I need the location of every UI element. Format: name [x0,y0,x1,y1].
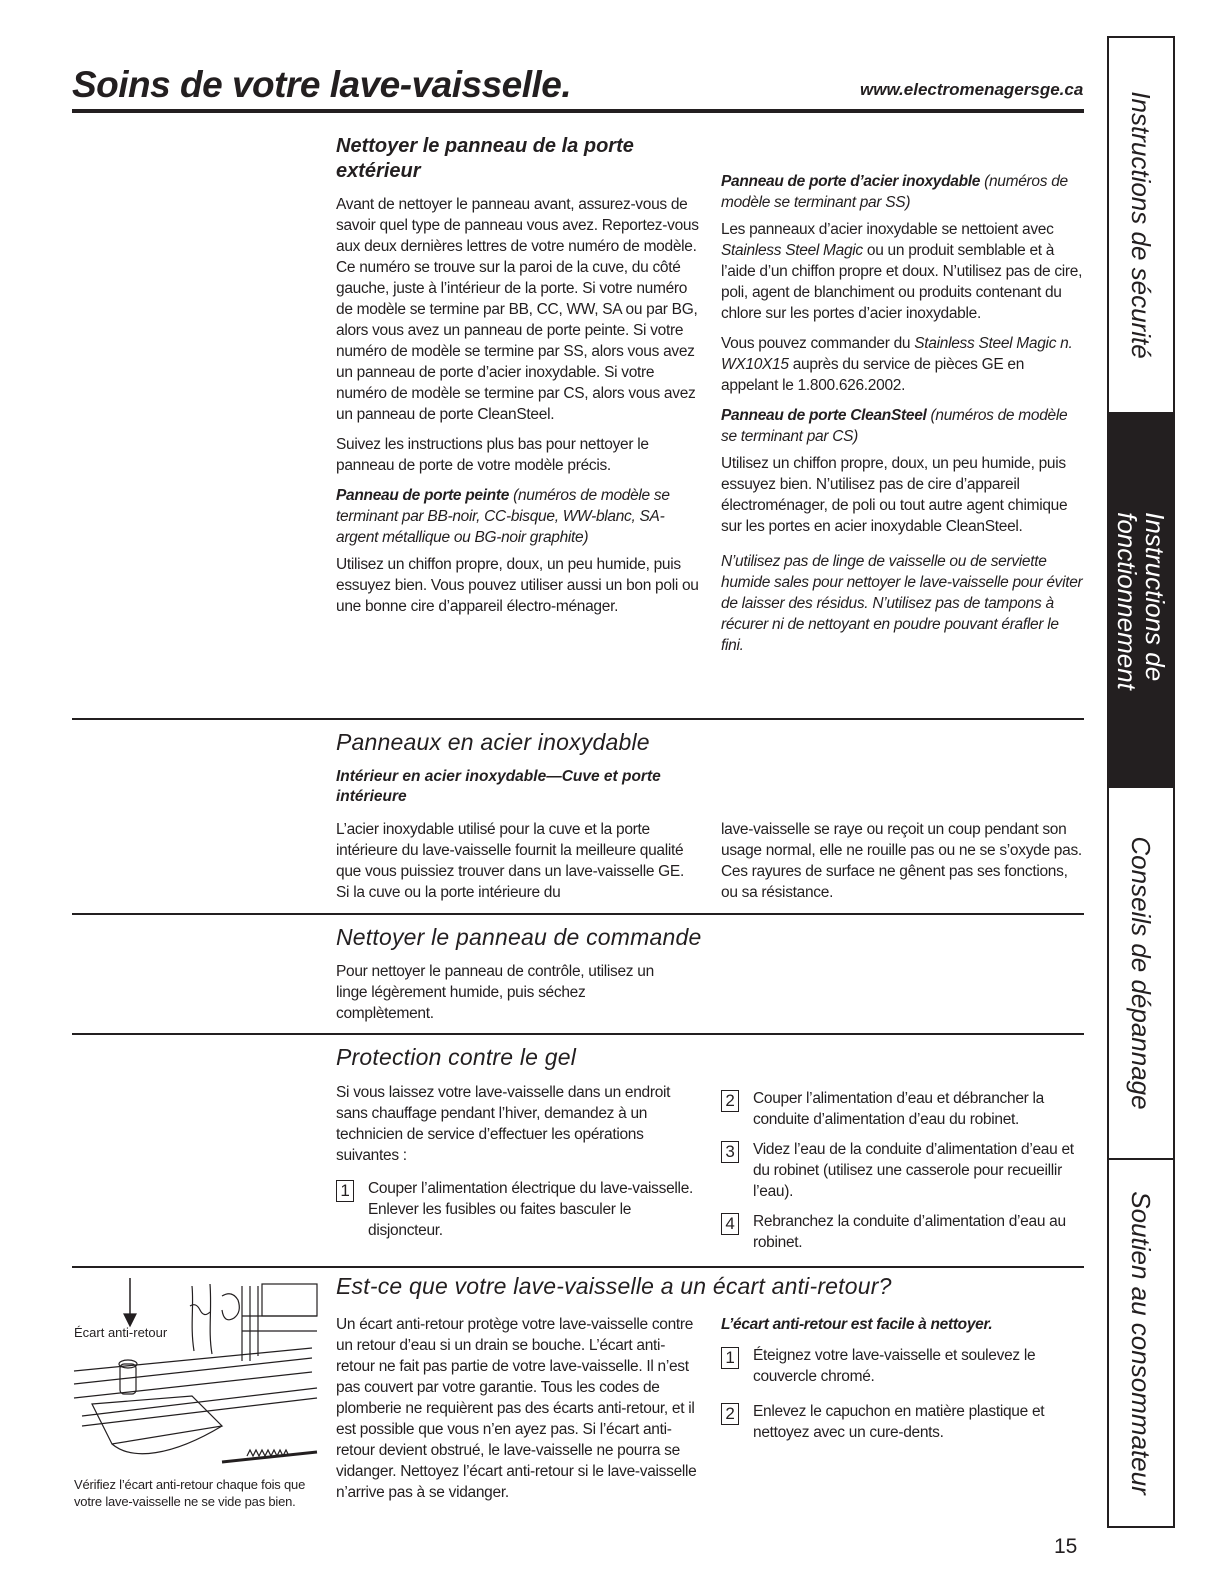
painted-panel-heading: Panneau de porte peinte (numéros de modèle se terminant par BB-noir, CC-bisque, WW-blanc, SA-argent métallique ou BG-noir graphite) [336,487,670,546]
step-text: Enlevez le capuchon en matière plastique et nettoyez avec un cure-dents. [753,1403,1045,1441]
step-item [336,1178,698,1241]
air-gap-illustration [72,1276,322,1476]
control-panel-text: Pour nettoyer le panneau de contrôle, utilisez un linge légèrement humide, puis séchez complètement. [336,963,654,1022]
header-divider [72,109,1084,113]
step-text: Couper l’alimentation électrique du lave-vaisselle. Enlever les fusibles ou faites basculer le disjoncteur. [368,1180,694,1239]
control-panel-heading: Nettoyer le panneau de commande [336,924,702,950]
tab-safety-instructions[interactable] [1109,38,1173,414]
step-text: Videz l’eau de la conduite d’alimentation d’eau et du robinet (utilisez une casserole pour recueillir l’eau). [753,1141,1074,1200]
page-number: 15 [1054,1535,1078,1558]
section-divider [72,718,1084,720]
step-number: 1 [336,1180,354,1202]
door-panel-right-column [721,171,1083,665]
paragraph: Suivez les instructions plus bas pour nettoyer le panneau de porte de votre modèle précis. [336,436,649,474]
door-panel-section [336,134,706,626]
stainless-subheading: Intérieur en acier inoxydable—Cuve et porte intérieure [336,768,661,805]
air-gap-caption: Vérifiez l’écart anti-retour chaque fois que votre lave-vaisselle ne se vide pas bien. [74,1477,306,1509]
step-number: 2 [721,1403,739,1425]
cleansteel-panel-heading: Panneau de porte CleanSteel (numéros de modèle se terminant par CS) [721,407,1068,445]
paragraph: Utilisez un chiffon propre, doux, un peu humide, puis essuyez bien. Vous pouvez utiliser aussi un bon poli ou une bonne cire d’appareil électro-ménager. [336,556,699,615]
step-text: Rebranchez la conduite d’alimentation d’eau au robinet. [753,1213,1066,1251]
frost-left-column [336,1082,698,1250]
step-number: 1 [721,1347,739,1369]
section-divider [72,1266,1084,1268]
stainless-heading: Panneaux en acier inoxydable [336,729,650,755]
website-url[interactable]: www.electromenagersge.ca [860,80,1084,99]
tab-consumer-support[interactable] [1109,1160,1173,1526]
tab-troubleshooting-tips[interactable] [1109,788,1173,1160]
stainless-right-text: lave-vaisselle se raye ou reçoit un coup pendant son usage normal, elle ne rouille pas ou ne se s’oxyde pas. Ces rayures de surface ne gênent pas ses fonctions, ou sa résistance. [721,821,1082,901]
page-title: Soins de votre lave-vaisselle. [72,64,572,105]
step-item [721,1139,1083,1202]
step-item [721,1345,1083,1387]
tab-label: Conseils de dépannage [1126,836,1156,1110]
section-divider [72,1033,1084,1035]
side-tab-strip [1107,36,1175,1528]
door-panel-heading: Nettoyer le panneau de la porte extérieur [336,135,634,182]
tab-label: Instructions de sécurité [1126,91,1156,359]
paragraph: Utilisez un chiffon propre, doux, un peu humide, puis essuyez bien. N’utilisez pas de cire d’appareil électroménager, de poli ou tout autre agent chimique sur les portes en acier inoxydable CleanSteel. [721,455,1068,535]
air-gap-easy-heading: L’écart anti-retour est facile à nettoyer. [721,1316,993,1333]
paragraph: Avant de nettoyer le panneau avant, assurez-vous de savoir quel type de panneau vous avez. Reportez-vous aux deux dernières lettres de votre numéro de modèle. Ce numéro se trouve sur la paroi de la cuve, du côté gauche, juste à l’intérieur de la porte. Si votre numéro de modèle se termine par BB, CC, WW, SA ou par BG, alors vous avez un panneau de porte peinte. Si votre numéro de modèle se termine par SS, alors vous avez un panneau de porte d’acier inoxydable. Si votre numéro de modèle se termine par CS, alors vous avez un panneau de porte CleanSteel. [336,196,699,423]
door-panel-left-column [336,194,706,617]
step-number: 3 [721,1141,739,1163]
paragraph: Vous pouvez commander du Stainless Steel Magic n. WX10X15 auprès du service de pièces GE en appelant le 1.800.626.2002. [721,335,1073,394]
air-gap-right-column [721,1314,1083,1452]
step-item [721,1088,1083,1130]
step-text: Couper l’alimentation d’eau et débrancher la conduite d’alimentation d’eau du robinet. [753,1090,1044,1128]
paragraph: Si vous laissez votre lave-vaisselle dans un endroit sans chauffage pendant l’hiver, demandez à un technicien de service d’effectuer les opérations suivantes : [336,1084,671,1164]
air-gap-text: Un écart anti-retour protège votre lave-vaisselle contre un retour d’eau si un drain se bouche. L’écart anti-retour ne fait pas partie de votre lave-vaisselle. Il n’est pas couvert par votre garantie. Tous les codes de plomberie ne requièrent pas des écarts anti-retour, et il est possible que vous n’en ayez pas. Si l’écart anti-retour devient obstrué, le lave-vaisselle ne pourra se vidanger. Nettoyez l’écart anti-retour si le lave-vaisselle n’arrive pas à se vidanger. [336,1316,697,1501]
step-number: 2 [721,1090,739,1112]
tab-label: Instructions de fonctionnement [1112,512,1170,690]
tab-label: Soutien au consommateur [1126,1191,1156,1495]
air-gap-figure-label: Écart anti-retour [74,1325,168,1340]
stainless-left-text: L’acier inoxydable utilisé pour la cuve et la porte intérieure du lave-vaisselle fournit la meilleure qualité que vous puissiez trouver dans un lave-vaisselle GE. Si la cuve ou la porte intérieure du [336,821,684,901]
warning-note: N’utilisez pas de linge de vaisselle ou de serviette humide sales pour nettoyer le lave-vaisselle pour éviter de laisser des résidus. N’utilisez pas de tampons à récurer ni de nettoyant en poudre pouvant érafler le fini. [721,553,1083,654]
tab-operating-instructions[interactable] [1109,414,1173,788]
paragraph: Les panneaux d’acier inoxydable se nettoient avec Stainless Steel Magic ou un produit semblable et à l’aide d’un chiffon propre et doux. N’utilisez pas de cire, poli, agent de blanchiment ou produits contenant du chlore sur les portes d’acier inoxydable. [721,221,1083,322]
air-gap-heading: Est-ce que votre lave-vaisselle a un écart anti-retour? [336,1273,892,1299]
step-number: 4 [721,1213,739,1235]
step-item [721,1401,1083,1443]
frost-heading: Protection contre le gel [336,1044,577,1070]
section-divider [72,913,1084,915]
step-text: Éteignez votre lave-vaisselle et soulevez le couvercle chromé. [753,1347,1036,1385]
step-item [721,1211,1083,1253]
stainless-panel-heading: Panneau de porte d’acier inoxydable (numéros de modèle se terminant par SS) [721,173,1068,211]
frost-right-column [721,1088,1083,1262]
